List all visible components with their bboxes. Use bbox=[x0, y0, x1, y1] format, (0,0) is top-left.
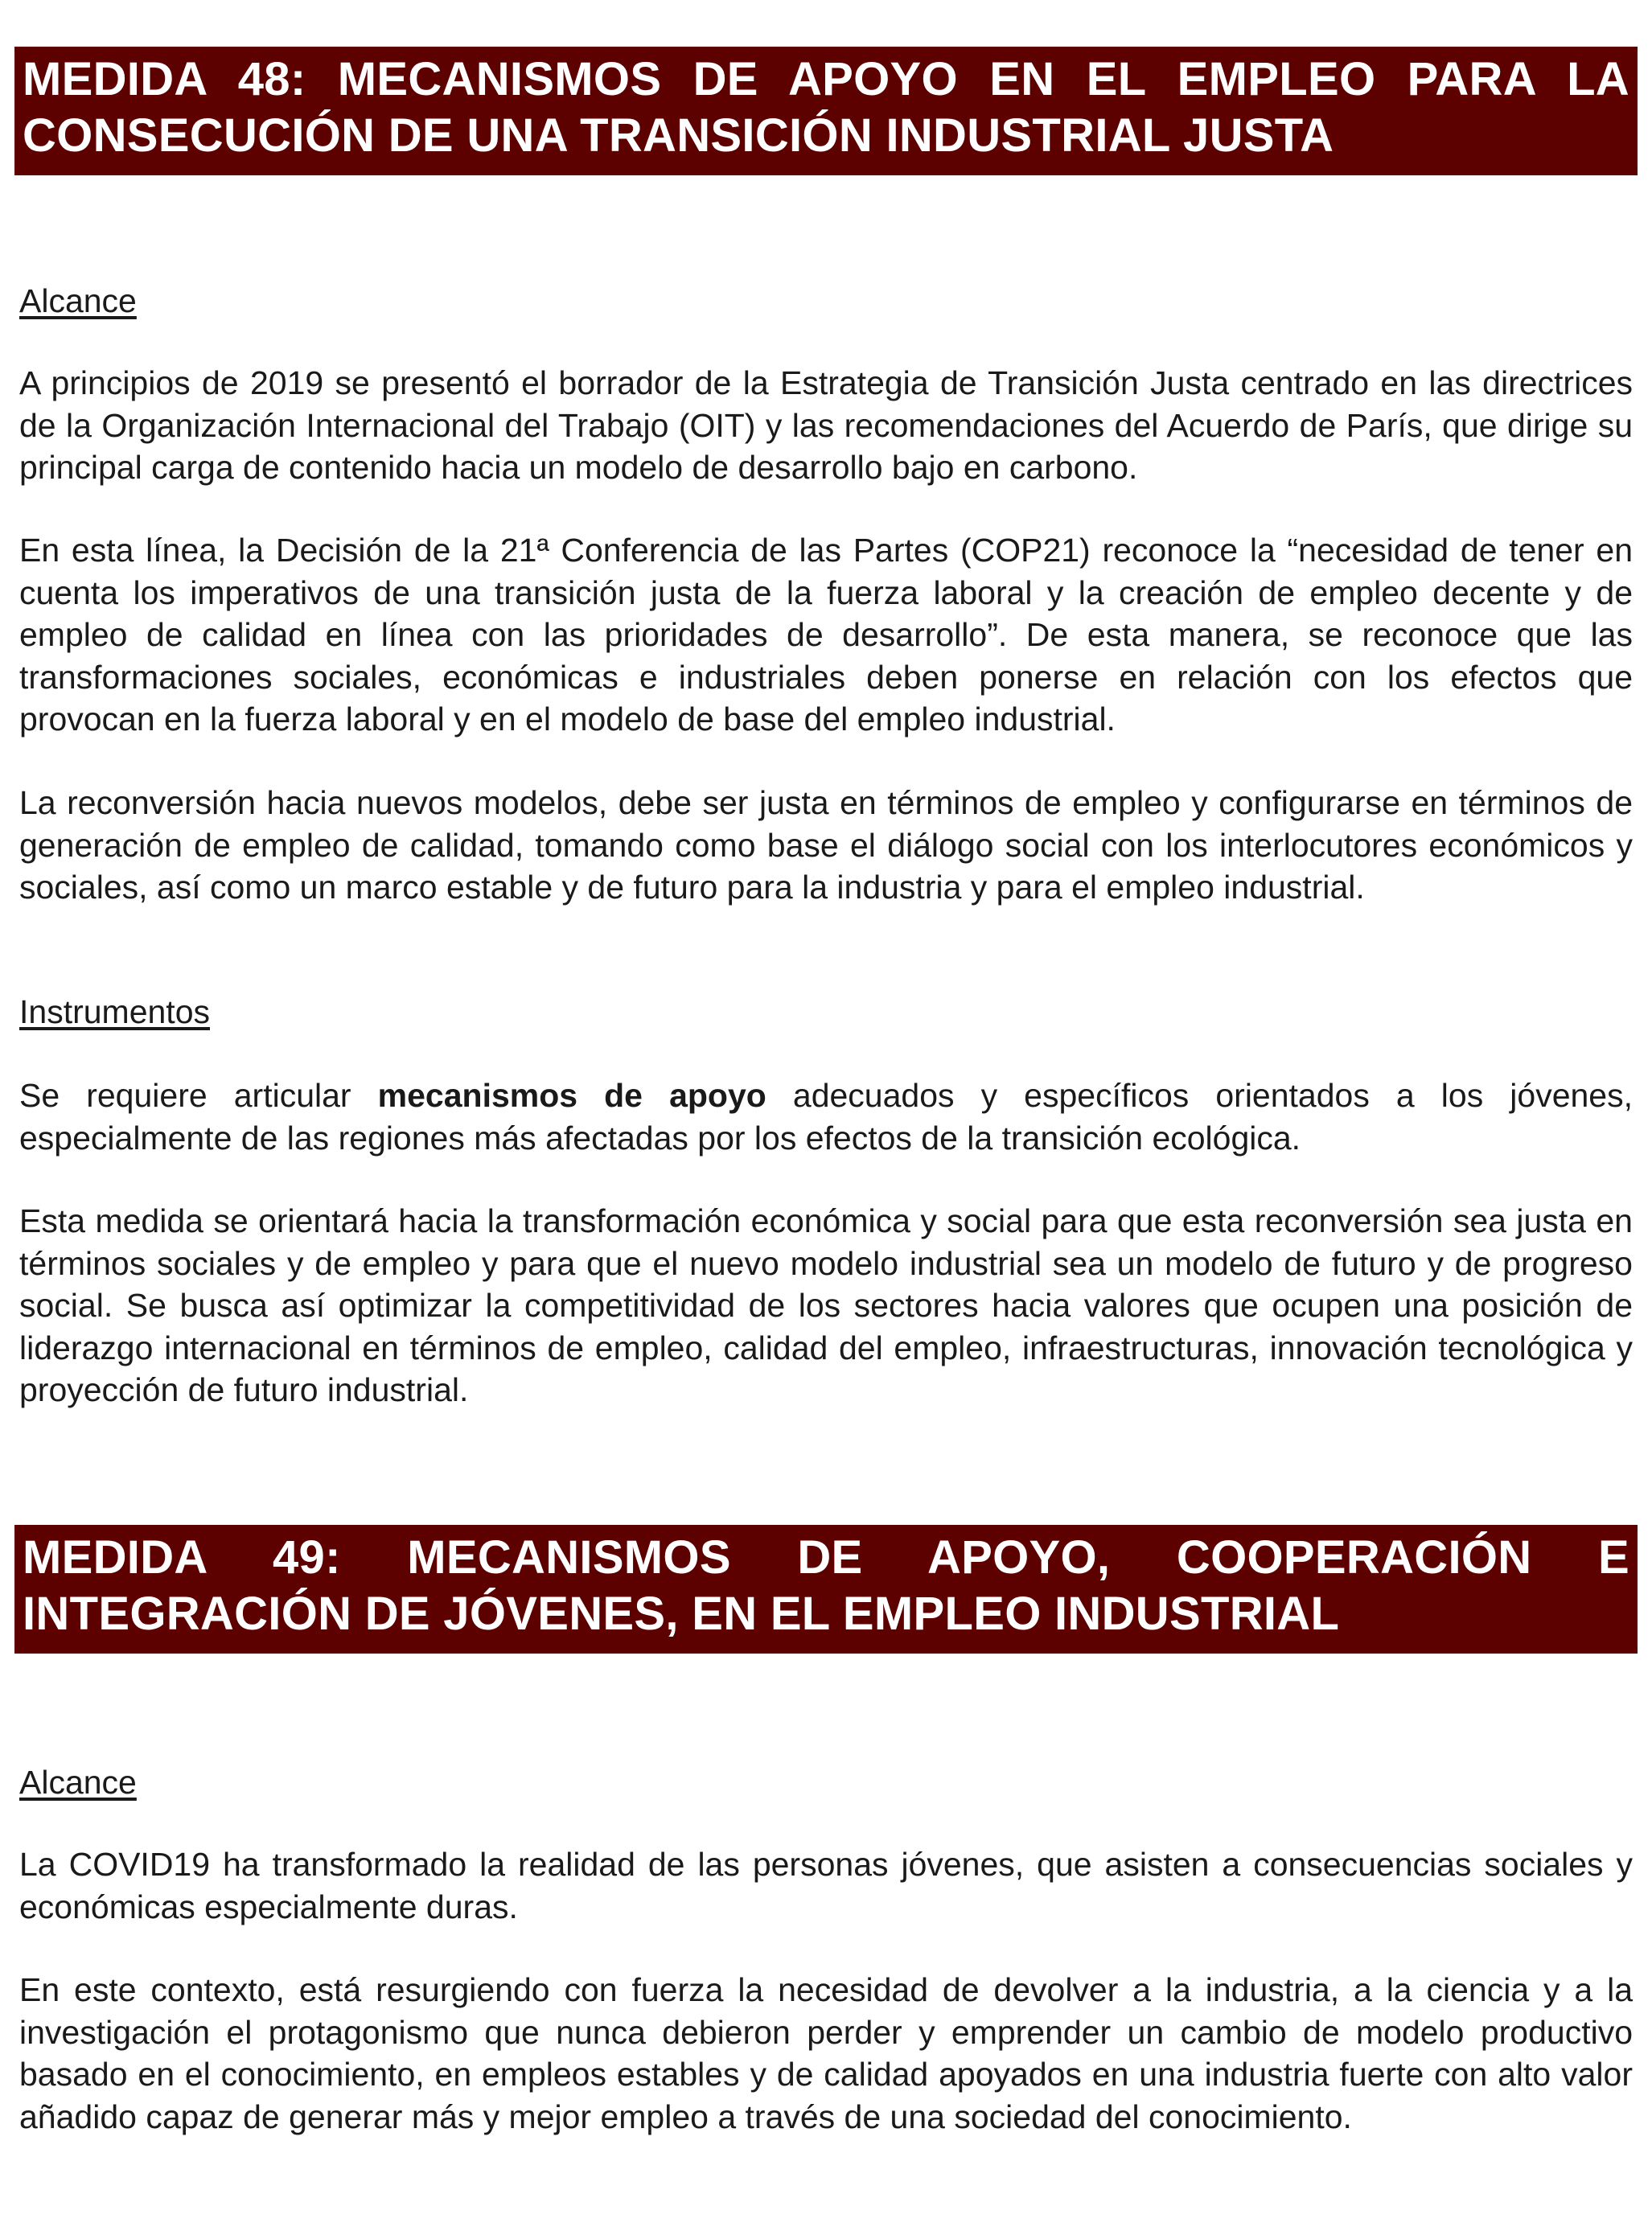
text-run: adecuados y específicos orientados a los jóvenes, especialmente de las regiones más afectadas por los efectos de la transición ecológica. bbox=[19, 1077, 1633, 1157]
medida-48-alcance-paragraph-1 bbox=[19, 362, 1633, 489]
medida-49-alcance-heading: Alcance bbox=[19, 1764, 137, 1801]
medida-48-title: MEDIDA 48: MECANISMOS DE APOYO EN EL EMPLEO PARA LA CONSECUCIÓN DE UNA TRANSICIÓN INDUSTRIAL JUSTA bbox=[23, 53, 1629, 162]
medida-49-alcance-paragraph-2 bbox=[19, 1969, 1633, 2138]
medida-48-instrumentos-paragraph-1 bbox=[19, 1074, 1633, 1159]
paragraph-text bbox=[19, 1074, 1633, 1159]
medida-48-alcance-paragraph-3 bbox=[19, 782, 1633, 909]
medida-49-title: MEDIDA 49: MECANISMOS DE APOYO, COOPERACIÓN E INTEGRACIÓN DE JÓVENES, EN EL EMPLEO INDUSTRIAL bbox=[23, 1531, 1629, 1640]
bold-term: mecanismos de apoyo bbox=[377, 1077, 766, 1114]
medida-48-alcance-paragraph-2 bbox=[19, 529, 1633, 741]
text-run: Se requiere articular bbox=[19, 1077, 378, 1114]
medida-48-banner bbox=[14, 47, 1638, 175]
paragraph-text: Esta medida se orientará hacia la transformación económica y social para que esta reconversión sea justa en términos sociales y de empleo y para que el nuevo modelo industrial sea un modelo de futuro y de progreso social. Se busca así optimizar la competitividad de los sectores hacia valores que ocupen una posición de liderazgo internacional en términos de empleo, calidad del empleo, infraestructuras, innovación tecnológica y proyección de futuro industrial. bbox=[19, 1202, 1633, 1408]
medida-48-instrumentos-paragraph-2 bbox=[19, 1200, 1633, 1411]
medida-49-banner bbox=[14, 1525, 1638, 1654]
medida-48-alcance-heading: Alcance bbox=[19, 282, 137, 319]
paragraph-text: A principios de 2019 se presentó el borrador de la Estrategia de Transición Justa centrado en las directrices de la Organización Internacional del Trabajo (OIT) y las recomendaciones del Acuerdo de París, que dirige su principal carga de contenido hacia un modelo de desarrollo bajo en carbono. bbox=[19, 364, 1633, 486]
paragraph-text: En esta línea, la Decisión de la 21ª Conferencia de las Partes (COP21) reconoce la “necesidad de tener en cuenta los imperativos de una transición justa de la fuerza laboral y la creación de empleo decente y de empleo de calidad en línea con las prioridades de desarrollo”. De esta manera, se reconoce que las transformaciones sociales, económicas e industriales deben ponerse en relación con los efectos que provocan en la fuerza laboral y en el modelo de base del empleo industrial. bbox=[19, 532, 1633, 738]
medida-49-alcance-paragraph-1 bbox=[19, 1843, 1633, 1928]
medida-48-instrumentos-heading: Instrumentos bbox=[19, 993, 210, 1030]
paragraph-text: La reconversión hacia nuevos modelos, debe ser justa en términos de empleo y configurarse en términos de generación de empleo de calidad, tomando como base el diálogo social con los interlocutores económicos y sociales, así como un marco estable y de futuro para la industria y para el empleo industrial. bbox=[19, 784, 1633, 906]
paragraph-text: La COVID19 ha transformado la realidad de las personas jóvenes, que asisten a consecuencias sociales y económicas especialmente duras. bbox=[19, 1846, 1633, 1925]
paragraph-text: En este contexto, está resurgiendo con fuerza la necesidad de devolver a la industria, a la ciencia y a la investigación el protagonismo que nunca debieron perder y emprender un cambio de modelo productivo basado en el conocimiento, en empleos estables y de calidad apoyados en una industria fuerte con alto valor añadido capaz de generar más y mejor empleo a través de una sociedad del conocimiento. bbox=[19, 1971, 1633, 2135]
